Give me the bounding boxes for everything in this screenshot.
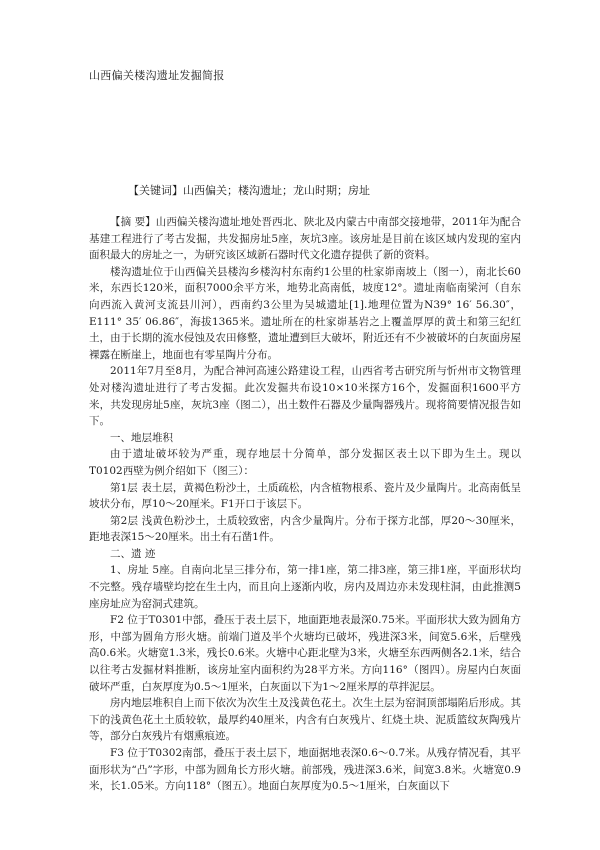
paragraph-f2-fill: 房内地层堆积自上而下依次为次生土及浅黄色花土。次生土层为窑洞顶部塌陷后形成。其下的浅黄色花土土质较软，最厚约40厘米，内含有白灰残片、红烧土块、泥质篮纹灰陶残片等，部分白灰残片有烟熏痕迹。: [89, 697, 521, 743]
paragraph-layer-1: 第1层 表土层，黄褐色粉沙土，土质疏松，内含植物根系、瓷片及少量陶片。北高南低呈坡状分布，厚10～20厘米。F1开口于该层下。: [89, 481, 521, 511]
paragraph-layer-2: 第2层 浅黄色粉沙土，土质较致密，内含少量陶片。分布于探方北部，厚20～30厘米，距地表深15～20厘米。出土有石凿1件。: [89, 514, 521, 544]
paragraph-location: 楼沟遗址位于山西偏关县楼沟乡楼沟村东南约1公里的杜家峁南坡上（图一），南北长60米，东西长120米，面积7000余平方米，地势北高南低，坡度12°。遗址南临南梁河（自东向西流入黄河支流县川河），西南约3公里为吴城遗址[1].地理位置为N39° 16′ 56.30″，E111° 35′ 06.86″，海拔1365米。遗址所在的杜家峁基岩之上覆盖厚厚的黄土和第三纪红土，由于长期的流水侵蚀及农田修整，遗址遭到巨大破坏，附近还有不少被破坏的白灰面房屋裸露在断崖上，地面也有零星陶片分布。: [89, 265, 521, 361]
paragraph-houses: 1、房址 5座。自南向北呈三排分布，第一排1座，第二排3座，第三排1座，平面形状均不完整。残存墙壁均挖在生土内，而且向上逐渐内收，房内及周边亦未发现柱洞，由此推测5座房址应为窑洞式建筑。: [89, 564, 521, 610]
paragraph-f2: F2 位于T0301中部，叠压于表土层下，地面距地表最深0.75米。平面形状大致为圆角方形，中部为圆角方形火塘。前端门道及半个火塘均已破坏，残进深3米，间宽5.6米，后壁残高0.6米。火塘宽1.3米，残长0.6米。火塘中心距北壁为3米，火塘至东西两侧各2.1米，结合以往考古发掘材料推断，该房址室内面积约为28平方米。方向116°（图四）。房屋内白灰面破坏严重，白灰厚度为0.5～1厘米，白灰面以下为1～2厘米厚的草拌泥层。: [89, 614, 521, 693]
abstract-text: 山西偏关楼沟遗址地处晋西北、陕北及内蒙古中南部交接地带，2011年为配合基建工程进行了考古发掘，共发掘房址5座，灰坑3座。该房址是目前在该区域内发现的室内面积最大的房址之一，为研究该区域新石器时代文化遗存提供了新的资料。: [89, 216, 521, 262]
keywords-text: 山西偏关；楼沟遗址；龙山时期；房址: [183, 184, 370, 197]
paragraph-strata-intro: 由于遗址破坏较为严重，现存地层十分简单，部分发掘区表土以下即为生土。现以T0102西壁为例介绍如下（图三）：: [89, 448, 521, 477]
keywords-line: [128, 182, 370, 198]
paragraph-excavation: 2011年7月至8月，为配合神河高速公路建设工程，山西省考古研究所与忻州市文物管理处对楼沟遗址进行了考古发掘。此次发掘共布设10×10米探方16个，发掘面积1600平方米，共发现房址5座，灰坑3座（图二），出土数件石器及少量陶器残片。现将简要情况报告如下。: [89, 365, 521, 428]
paragraph-f3: F3 位于T0302南部，叠压于表土层下，地面据地表深0.6～0.7米。从残存情况看，其平面形状为“凸”字形，中部为圆角长方形火塘。前部残，残进深3.6米，间宽3.8米。火塘宽0.9米，长1.05米。方向118°（图五）。地面白灰厚度为0.5～1厘米，白灰面以下: [89, 747, 521, 793]
keywords-label: 【关键词】: [128, 184, 183, 197]
section-heading-strata: 一、地层堆积: [110, 431, 173, 444]
section-heading-remains: 二、遗 迹: [110, 547, 156, 560]
article-body: [89, 214, 521, 795]
abstract-label: 【摘 要】: [110, 216, 156, 228]
page-title: 山西偏关楼沟遗址发掘简报: [89, 69, 225, 82]
abstract-paragraph: [89, 214, 521, 264]
